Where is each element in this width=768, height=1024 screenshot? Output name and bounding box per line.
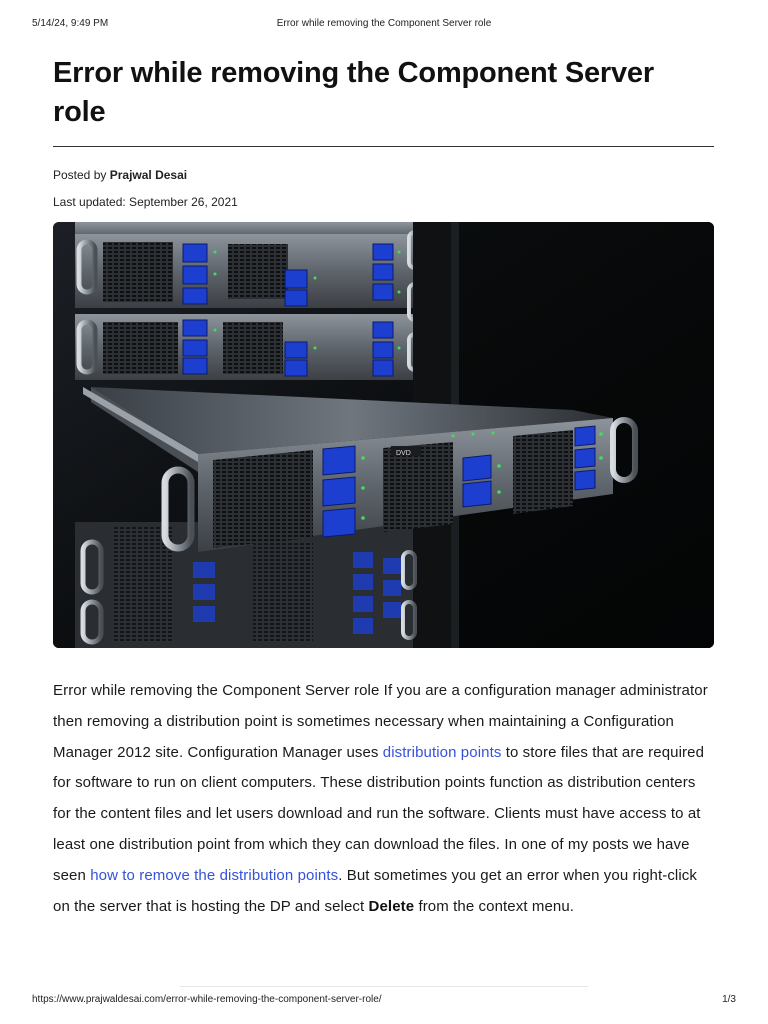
author-line [53, 167, 714, 183]
hero-image [53, 222, 714, 648]
print-document-title: Error while removing the Component Server role [276, 18, 492, 29]
body-text-1: Error while removing the Component Server role If you are a configuration manager administrator then removing a distribution point is sometimes necessary when maintaining a Configuration Manager 2012 site. Configuration Manager uses [53, 682, 708, 761]
article-title: Error while removing the Component Server role [53, 57, 654, 128]
body-text-4: from the context menu. [414, 897, 575, 915]
print-footer [32, 994, 736, 1008]
page-number: 1/3 [722, 994, 736, 1005]
upper-rack-units [75, 222, 421, 380]
delete-bold-text: Delete [368, 897, 415, 915]
article-body [53, 676, 714, 922]
author-name: Prajwal Desai [109, 168, 188, 182]
posted-by-label: Posted by [53, 168, 107, 182]
print-datetime: 5/14/24, 9:49 PM [32, 18, 109, 29]
print-header [32, 18, 736, 32]
post-meta [53, 167, 714, 210]
link-remove-distribution-points[interactable]: how to remove the distribution points [90, 866, 339, 884]
link-distribution-points[interactable]: distribution points [382, 743, 502, 761]
body-text-3: . But sometimes you get an error when you right-click on the server that is hosting the DP and select [53, 866, 697, 915]
last-updated: Last updated: September 26, 2021 [53, 195, 238, 209]
dvd-label: DVD [396, 450, 411, 457]
title-divider [53, 146, 714, 147]
page-break-line [180, 986, 588, 987]
print-url: https://www.prajwaldesai.com/error-while-removing-the-component-server-role/ [32, 994, 382, 1005]
body-text-2: to store files that are required for software to run on client computers. These distribution points function as distribution centers for the content files and let users download and run the software. Clients must have access to at least one distribution point from which they can download the files. In one of my posts we have seen [53, 743, 705, 884]
article [53, 54, 714, 922]
